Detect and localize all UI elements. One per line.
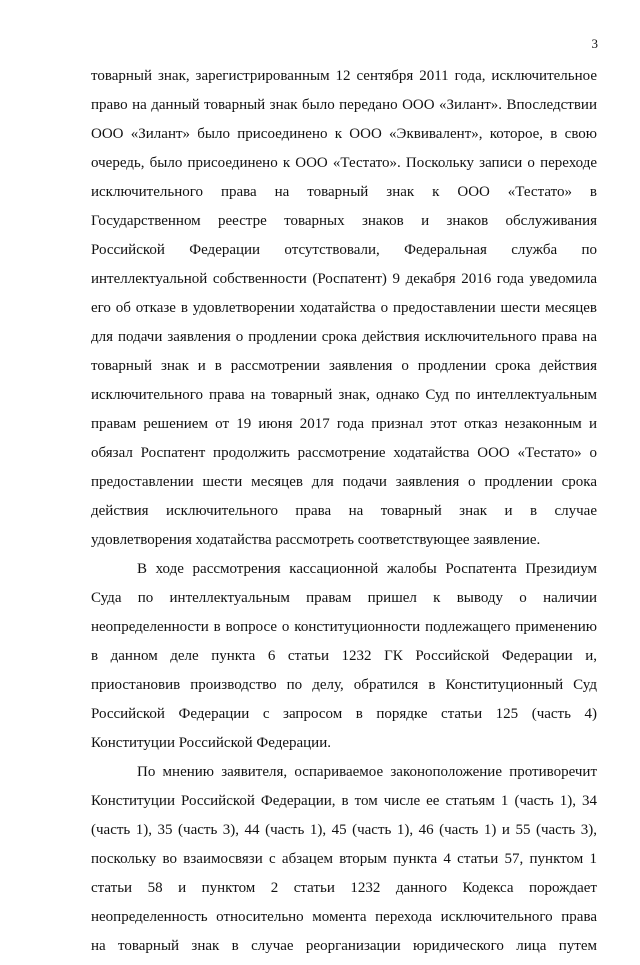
text-line: (часть 1), 35 (часть 3), 44 (часть 1), 45 (часть 1), 46 (часть 1) и 55 (часть 3), [91,822,597,838]
text-line: очередь, было присоединено к ООО «Тестато». Поскольку записи о переходе [91,155,597,171]
text-line: предоставлении шести месяцев для подачи заявления о продлении срока [91,474,597,490]
text-line: интеллектуальной собственности (Роспатент) 9 декабря 2016 года уведомила [91,271,597,287]
text-line: ООО «Зилант» было присоединено к ООО «Эквивалент», которое, в свою [91,126,597,142]
text-line: товарный знак и в рассмотрении заявления о продлении срока действия [91,358,597,374]
text-line: действия исключительного права на товарный знак и в случае [91,503,597,519]
text-line: неопределенность относительно момента перехода исключительного права [91,909,597,925]
text-line: право на данный товарный знак было передано ООО «Зилант». Впоследствии [91,97,597,113]
text-line: исключительного права на товарный знак к ООО «Тестато» в [91,184,597,200]
text-line: неопределенности в вопросе о конституционности подлежащего применению [91,619,597,635]
text-line: поскольку во взаимосвязи с абзацем вторым пункта 4 статьи 57, пунктом 1 [91,851,597,867]
text-line: Конституции Российской Федерации, в том числе ее статьям 1 (часть 1), 34 [91,793,597,809]
text-line: для подачи заявления о продлении срока действия исключительного права на [91,329,597,345]
text-line: Государственном реестре товарных знаков и знаков обслуживания [91,213,597,229]
text-line: Российской Федерации отсутствовали, Федеральная служба по [91,242,597,258]
text-line: в данном деле пункта 6 статьи 1232 ГК Российской Федерации и, [91,648,597,664]
text-line: исключительного права на товарный знак, однако Суд по интеллектуальным [91,387,597,403]
text-line: удовлетворения ходатайства рассмотреть соответствующее заявление. [91,532,541,548]
text-line: Российской Федерации с запросом в порядке статьи 125 (часть 4) [91,706,597,722]
text-line: В ходе рассмотрения кассационной жалобы Роспатента Президиум [137,561,597,577]
text-line: на товарный знак в случае реорганизации юридического лица путем [91,938,597,954]
document-body [91,66,597,965]
text-line: Суда по интеллектуальным правам пришел к выводу о наличии [91,590,597,606]
text-line: По мнению заявителя, оспариваемое законоположение противоречит [137,764,597,780]
text-line: приостановив производство по делу, обратился в Конституционный Суд [91,677,597,693]
text-line: товарный знак, зарегистрированным 12 сентября 2011 года, исключительное [91,68,597,84]
text-line: обязал Роспатент продолжить рассмотрение ходатайства ООО «Тестато» о [91,445,597,461]
page-number: 3 [591,36,598,51]
text-line: правам решением от 19 июня 2017 года признал этот отказ незаконным и [91,416,597,432]
text-line: его об отказе в удовлетворении ходатайства о предоставлении шести месяцев [91,300,597,316]
paragraph-1 [91,66,597,551]
text-line: статьи 58 и пунктом 2 статьи 1232 данного Кодекса порождает [91,880,597,896]
paragraph-2 [91,559,597,754]
text-line: Конституции Российской Федерации. [91,735,331,751]
paragraph-3 [91,762,597,957]
